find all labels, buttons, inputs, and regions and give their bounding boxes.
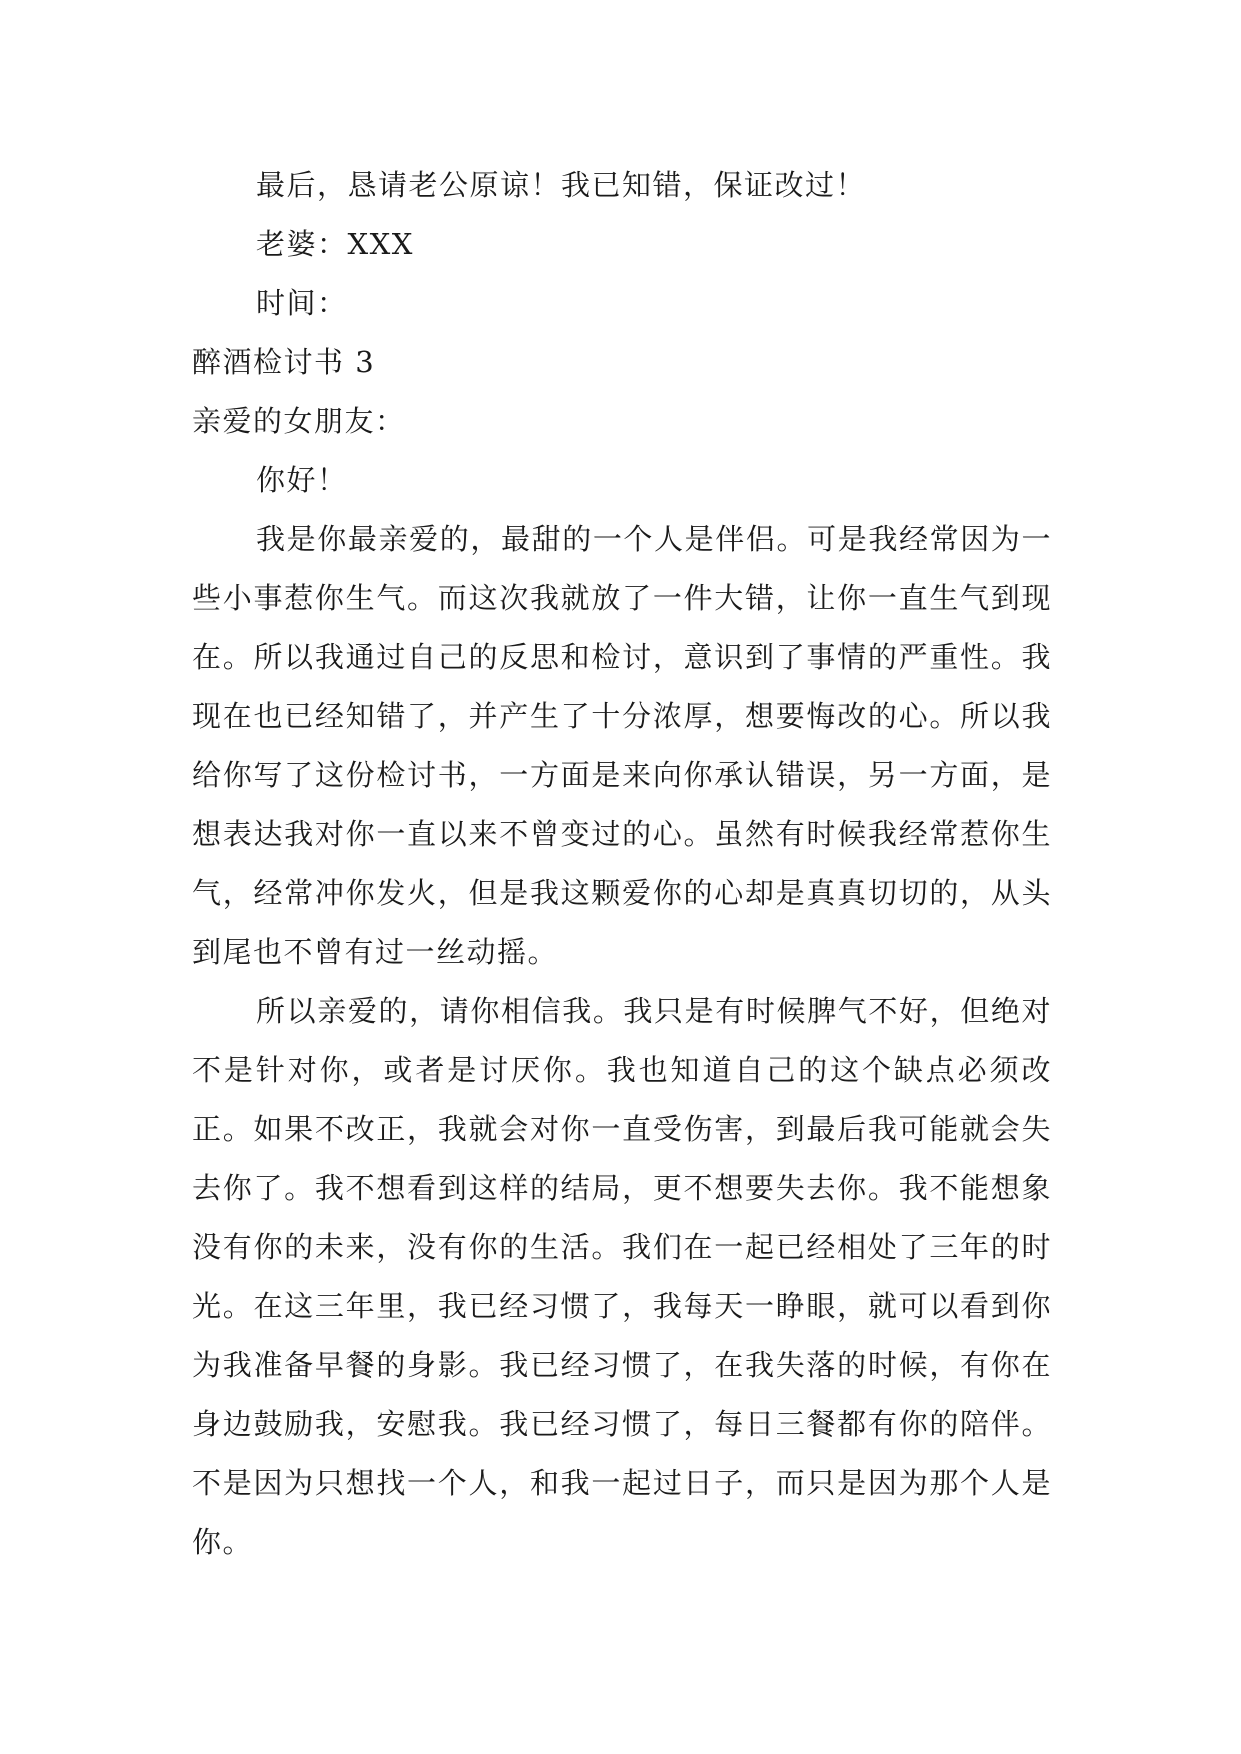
letter-paragraph-1: 我是你最亲爱的，最甜的一个人是伴侣。可是我经常因为一些小事惹你生气。而这次我就放了一件大错，让你一直生气到现在。所以我通过自己的反思和检讨，意识到了事情的严重性。我现在也已经知错了，并产生了十分浓厚，想要悔改的心。所以我给你写了这份检讨书，一方面是来向你承认错误，另一方面，是想表达我对你一直以来不曾变过的心。虽然有时候我经常惹你生气，经常冲你发火，但是我这颗爱你的心却是真真切切的，从头到尾也不曾有过一丝动摇。 xyxy=(192,522,1052,969)
closing-time-label: 时间： xyxy=(256,286,348,320)
letter-title: 醉酒检讨书 3 xyxy=(192,345,376,379)
document-body xyxy=(192,156,1052,1572)
letter-salutation: 亲爱的女朋友： xyxy=(192,404,406,438)
letter-greeting: 你好！ xyxy=(256,463,348,497)
closing-apology: 最后，恳请老公原谅！我已知错，保证改过！ xyxy=(256,168,867,202)
letter-paragraph-2: 所以亲爱的，请你相信我。我只是有时候脾气不好，但绝对不是针对你，或者是讨厌你。我也知道自己的这个缺点必须改正。如果不改正，我就会对你一直受伤害，到最后我可能就会失去你了。我不想看到这样的结局，更不想要失去你。我不能想象没有你的未来，没有你的生活。我们在一起已经相处了三年的时光。在这三年里，我已经习惯了，我每天一睁眼，就可以看到你为我准备早餐的身影。我已经习惯了，在我失落的时候，有你在身边鼓励我，安慰我。我已经习惯了，每日三餐都有你的陪伴。不是因为只想找一个人，和我一起过日子，而只是因为那个人是你。 xyxy=(192,994,1052,1559)
closing-signature: 老婆：XXX xyxy=(256,227,414,261)
